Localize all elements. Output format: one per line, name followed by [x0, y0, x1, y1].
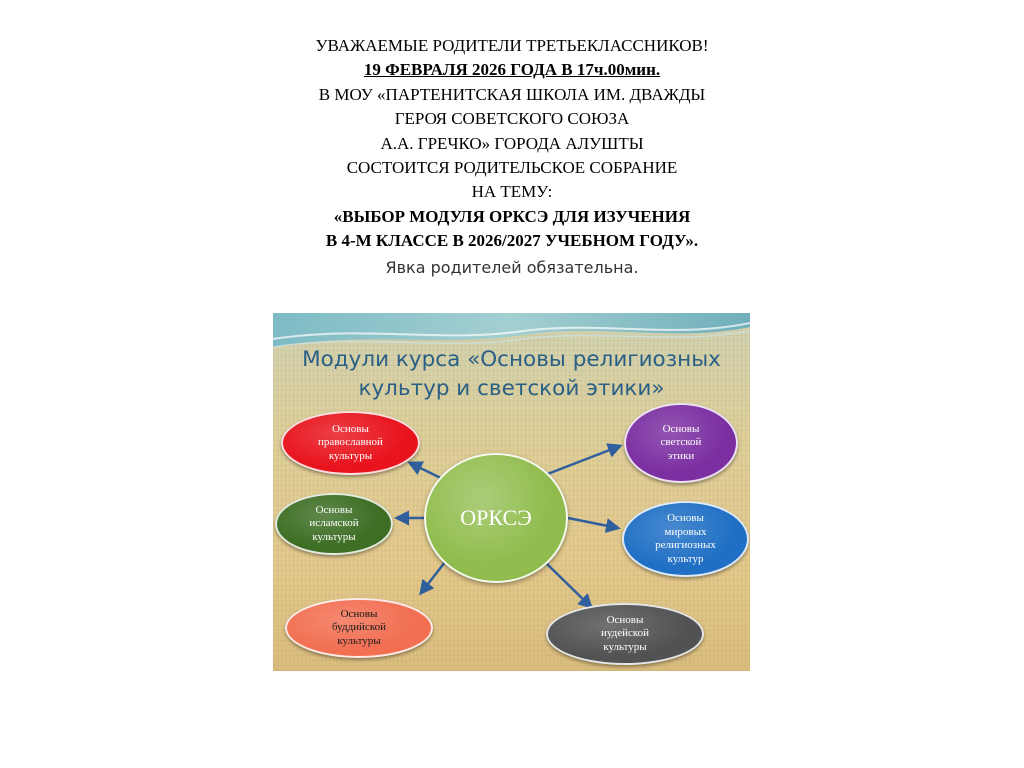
topic-line-1: «ВЫБОР МОДУЛЯ ОРКСЭ ДЛЯ ИЗУЧЕНИЯ — [333, 206, 691, 226]
module-islamic-culture — [275, 493, 393, 555]
module-jewish-line-1: Основы — [606, 613, 644, 626]
module-secular-line-1: Основы — [662, 422, 700, 435]
module-world-line-2: мировых — [664, 525, 707, 538]
module-jewish-line-2: иудейской — [600, 627, 650, 640]
module-world-line-3: религиозных — [655, 539, 716, 551]
module-secular-ethics — [624, 403, 738, 483]
module-buddhist-line-3: культуры — [337, 634, 381, 647]
module-islamic-line-3: культуры — [312, 530, 356, 543]
school-name-line-2: ГЕРОЯ СОВЕТСКОГО СОЮЗА — [394, 109, 630, 129]
event-line-1: СОСТОИТСЯ РОДИТЕЛЬСКОЕ СОБРАНИЕ — [346, 158, 678, 178]
orkse-center-label: ОРКСЭ — [460, 505, 532, 530]
meeting-notice — [0, 34, 1024, 280]
arrow-to-jewish — [545, 562, 591, 607]
meeting-date: 19 ФЕВРАЛЯ 2026 ГОДА В 17ч.00мин. — [363, 60, 661, 80]
module-orthodox-line-1: Основы — [332, 422, 369, 435]
diagram-title-line-2: культур и светской этики» — [358, 376, 665, 401]
module-world-line-4: культур — [667, 552, 704, 565]
arrow-to-buddhist — [421, 562, 445, 593]
arrow-to-secular — [545, 446, 620, 475]
module-secular-line-3: этики — [667, 449, 695, 462]
module-orthodox-line-2: православной — [318, 436, 383, 449]
module-jewish-line-3: культуры — [603, 640, 647, 653]
school-name-line-1: В МОУ «ПАРТЕНИТСКАЯ ШКОЛА ИМ. ДВАЖДЫ — [318, 84, 706, 104]
module-world-line-1: Основы — [667, 512, 704, 524]
module-orthodox-line-3: культуры — [328, 449, 373, 462]
notice-greeting: УВАЖАЕМЫЕ РОДИТЕЛИ ТРЕТЬЕКЛАССНИКОВ! — [315, 36, 709, 55]
module-jewish-culture — [546, 603, 704, 665]
attendance-note: Явка родителей обязательна. — [385, 257, 639, 277]
module-buddhist-culture — [285, 598, 433, 658]
arrow-to-world-religions — [568, 518, 618, 528]
module-world-religions — [622, 501, 749, 577]
orkse-center-node — [424, 453, 568, 583]
school-name-line-3: А.А. ГРЕЧКО» ГОРОДА АЛУШТЫ — [380, 133, 644, 153]
module-buddhist-line-2: буддийской — [331, 621, 386, 634]
event-line-2: НА ТЕМУ: — [471, 182, 553, 202]
orkse-modules-diagram — [273, 313, 750, 671]
module-secular-line-2: светской — [660, 436, 702, 449]
topic-line-2: В 4-М КЛАССЕ В 2026/2027 УЧЕБНОМ ГОДУ». — [325, 231, 699, 251]
module-islamic-line-2: исламской — [309, 517, 359, 530]
module-orthodox-culture — [281, 411, 420, 475]
module-buddhist-line-1: Основы — [340, 607, 378, 620]
module-islamic-line-1: Основы — [315, 503, 353, 516]
diagram-title-line-1: Модули курса «Основы религиозных — [302, 347, 721, 372]
